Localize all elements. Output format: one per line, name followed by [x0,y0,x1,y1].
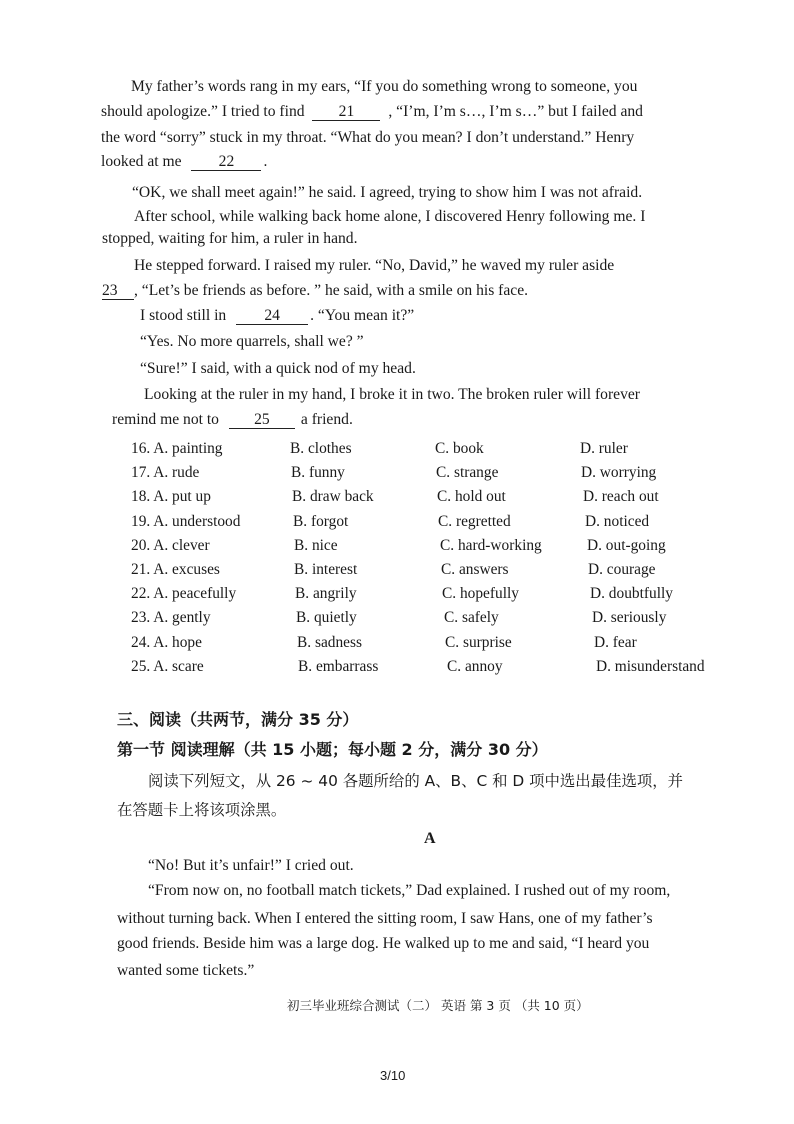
option-a: 19. A. understood [131,512,241,530]
option-d: D. doubtfully [590,585,673,603]
option-row [131,560,731,584]
page-footer: 初三毕业班综合测试（二） 英语 第 3 页 （共 10 页） [287,998,589,1013]
option-d: D. seriously [592,609,667,627]
passage-line [112,410,353,430]
passage-line [102,281,528,301]
instructions-line: 阅读下列短文，从 26 ~ 40 各题所给的 A、B、C 和 D 项中选出最佳选项，并 [148,772,684,790]
option-b: B. interest [294,560,358,578]
passage-text: remind me not to [112,411,219,428]
option-b: B. clothes [290,440,352,457]
options-list [131,439,731,681]
option-c: C. safely [444,609,499,627]
option-d: D. ruler [580,440,628,457]
passage-a-line: “No! But it’s unfair!” I cried out. [148,857,354,874]
option-d: D. out-going [587,536,666,554]
option-c: C. hold out [437,488,506,506]
instructions-line: 在答题卡上将该项涂黑。 [117,801,287,819]
option-b: B. angrily [295,585,357,603]
option-row [131,536,731,560]
section-heading: 三、阅读（共两节，满分 35 分） [117,710,359,729]
option-a: 24. A. hope [131,633,202,651]
option-a: 25. A. scare [131,657,204,675]
passage-line [140,306,414,326]
option-c: C. hard-working [440,536,542,554]
option-a: 21. A. excuses [131,560,220,578]
option-a: 17. A. rude [131,464,200,482]
option-c: C. annoy [447,657,503,675]
option-b: B. draw back [292,488,374,506]
passage-label: A [424,830,436,847]
option-c: C. strange [436,464,499,482]
passage-a-line: without turning back. When I entered the sitting room, I saw Hans, one of my father’s [117,910,653,927]
option-b: B. funny [291,464,345,482]
passage-text: . “You mean it?” [310,307,415,324]
passage-line [101,152,267,172]
option-c: C. answers [441,560,509,578]
passage-a-line: “From now on, no football match tickets,” Dad explained. I rushed out of my room, [148,882,671,899]
option-c: C. hopefully [442,585,519,603]
option-a: 20. A. clever [131,536,210,554]
option-b: B. forgot [293,512,349,530]
blank-25: 25 [229,411,295,429]
option-c: C. regretted [438,512,511,530]
passage-line: stopped, waiting for him, a ruler in hand. [102,230,358,247]
option-c: C. book [435,440,484,457]
option-row [131,487,731,511]
passage-a-line: wanted some tickets.” [117,962,255,979]
option-row [131,657,731,681]
passage-line: Looking at the ruler in my hand, I broke it in two. The broken ruler will forever [144,386,640,403]
passage-text: should apologize.” I tried to find [101,103,305,120]
option-d: D. courage [588,560,656,578]
option-row [131,633,731,657]
passage-text: looked at me [101,153,182,170]
option-d: D. worrying [581,464,657,482]
option-b: B. sadness [297,633,362,651]
option-b: B. embarrass [298,657,379,675]
option-d: D. fear [594,633,637,651]
section-subheading: 第一节 阅读理解（共 15 小题；每小题 2 分，满分 30 分） [117,740,548,759]
option-row [131,512,731,536]
blank-24: 24 [236,307,308,325]
option-row [131,584,731,608]
option-d: D. misunderstand [596,657,705,675]
passage-line: the word “sorry” stuck in my throat. “What do you mean? I don’t understand.” Henry [101,129,635,146]
option-d: D. reach out [583,488,659,506]
passage-line: He stepped forward. I raised my ruler. “No, David,” he waved my ruler aside [134,257,615,274]
option-b: B. nice [294,536,338,554]
passage-text: . [263,153,268,170]
option-d: D. noticed [585,512,650,530]
option-a: 16. A. painting [131,440,223,457]
option-a: 23. A. gently [131,609,211,627]
option-b: B. quietly [296,609,357,627]
option-a: 22. A. peacefully [131,585,237,603]
passage-line: My father’s words rang in my ears, “If you do something wrong to someone, you [131,78,638,95]
option-row [131,439,731,463]
blank-21: 21 [312,103,380,121]
option-row [131,608,731,632]
passage-line: “Yes. No more quarrels, shall we? ” [140,333,364,350]
passage-a-line: good friends. Beside him was a large dog. He walked up to me and said, “I heard you [117,935,650,952]
passage-text: a friend. [300,411,353,428]
passage-text: , “Let’s be friends as before. ” he said, with a smile on his face. [134,282,529,299]
blank-23: 23 [102,282,134,300]
option-c: C. surprise [445,633,512,651]
passage-text: I stood still in [140,307,227,324]
passage-line: After school, while walking back home alone, I discovered Henry following me. I [134,208,646,225]
blank-22: 22 [191,153,261,171]
option-a: 18. A. put up [131,488,211,506]
option-row [131,463,731,487]
passage-line: “Sure!” I said, with a quick nod of my head. [140,360,416,377]
passage-line: “OK, we shall meet again!” he said. I agreed, trying to show him I was not afraid. [132,184,643,201]
page-number: 3/10 [380,1068,406,1083]
passage-line [101,102,643,122]
passage-text: , “I’m, I’m s…, I’m s…” but I failed and [388,103,643,120]
